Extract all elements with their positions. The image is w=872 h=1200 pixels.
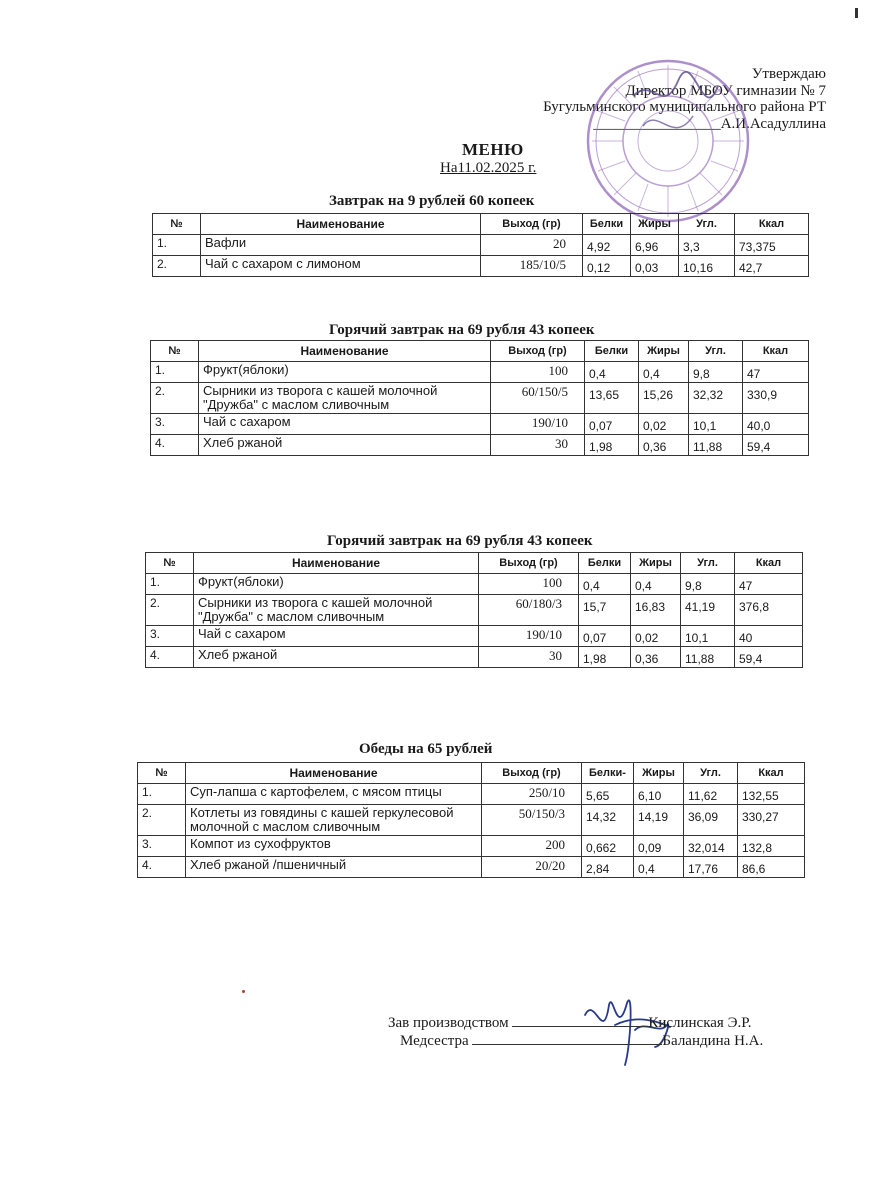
dish-name: Фрукт(яблоки) bbox=[199, 362, 491, 383]
col-output-header: Выход (гр) bbox=[491, 341, 585, 362]
col-carbs-header: Угл. bbox=[689, 341, 743, 362]
dish-output: 20 bbox=[481, 235, 583, 256]
dish-protein: 1,98 bbox=[585, 435, 639, 456]
dish-protein: 0,662 bbox=[582, 836, 634, 857]
signature-row bbox=[388, 1014, 808, 1032]
dish-output: 185/10/5 bbox=[481, 256, 583, 277]
col-output-header: Выход (гр) bbox=[482, 763, 582, 784]
col-kcal-header: Ккал bbox=[735, 214, 809, 235]
row-num: 4. bbox=[146, 647, 194, 668]
col-name-header: Наименование bbox=[201, 214, 481, 235]
signature-line bbox=[472, 1032, 662, 1045]
dish-output: 100 bbox=[479, 574, 579, 595]
dish-name: Котлеты из говядины с кашей геркулесовой молочной с маслом сливочным bbox=[186, 805, 482, 836]
official-stamp-icon bbox=[583, 56, 753, 226]
dish-output: 60/150/5 bbox=[491, 383, 585, 414]
menu-date: На11.02.2025 г. bbox=[440, 160, 537, 176]
dish-carbs: 3,3 bbox=[679, 235, 735, 256]
col-fat-header: Жиры bbox=[631, 553, 681, 574]
col-fat-header: Жиры bbox=[639, 341, 689, 362]
table-row bbox=[138, 857, 805, 878]
dish-kcal: 330,27 bbox=[738, 805, 805, 836]
row-num: 3. bbox=[146, 626, 194, 647]
col-kcal-header: Ккал bbox=[735, 553, 803, 574]
dish-output: 100 bbox=[491, 362, 585, 383]
dish-output: 190/10 bbox=[479, 626, 579, 647]
table-row bbox=[146, 647, 803, 668]
approval-line-2: Директор МБОУ гимназии № 7 bbox=[625, 82, 826, 99]
dish-kcal: 330,9 bbox=[743, 383, 809, 414]
table-header-row bbox=[151, 341, 809, 362]
table-row bbox=[151, 362, 809, 383]
table-header-row bbox=[146, 553, 803, 574]
ink-dot bbox=[242, 990, 245, 993]
dish-kcal: 40,0 bbox=[743, 414, 809, 435]
dish-kcal: 40 bbox=[735, 626, 803, 647]
dish-name: Сырники из творога с кашей молочной "Дружба" с маслом сливочным bbox=[194, 595, 479, 626]
table-row bbox=[151, 414, 809, 435]
dish-kcal: 59,4 bbox=[743, 435, 809, 456]
table-row bbox=[138, 805, 805, 836]
dish-name: Фрукт(яблоки) bbox=[194, 574, 479, 595]
dish-carbs: 36,09 bbox=[684, 805, 738, 836]
table-row bbox=[146, 574, 803, 595]
section-title: Горячий завтрак на 69 рубля 43 копеек bbox=[329, 322, 595, 338]
dish-fat: 15,26 bbox=[639, 383, 689, 414]
table-row bbox=[153, 235, 809, 256]
dish-kcal: 132,55 bbox=[738, 784, 805, 805]
dish-fat: 0,02 bbox=[639, 414, 689, 435]
dish-protein: 0,07 bbox=[585, 414, 639, 435]
row-num: 4. bbox=[138, 857, 186, 878]
signature-line bbox=[512, 1014, 648, 1027]
col-protein-header: Белки- bbox=[582, 763, 634, 784]
dish-protein: 15,7 bbox=[579, 595, 631, 626]
section-title: Горячий завтрак на 69 рубля 43 копеек bbox=[327, 533, 593, 549]
dish-kcal: 47 bbox=[735, 574, 803, 595]
dish-carbs: 41,19 bbox=[681, 595, 735, 626]
menu-table bbox=[152, 213, 809, 277]
dish-name: Компот из сухофруктов bbox=[186, 836, 482, 857]
dish-protein: 13,65 bbox=[585, 383, 639, 414]
col-protein-header: Белки bbox=[585, 341, 639, 362]
approval-line-1: Утверждаю bbox=[751, 66, 826, 82]
dish-fat: 0,02 bbox=[631, 626, 681, 647]
dish-protein: 1,98 bbox=[579, 647, 631, 668]
dish-fat: 14,19 bbox=[634, 805, 684, 836]
dish-carbs: 9,8 bbox=[689, 362, 743, 383]
dish-carbs: 10,1 bbox=[681, 626, 735, 647]
dish-fat: 6,10 bbox=[634, 784, 684, 805]
table-row bbox=[146, 626, 803, 647]
menu-header bbox=[400, 140, 600, 177]
dish-carbs: 10,1 bbox=[689, 414, 743, 435]
page-title: МЕНЮ bbox=[462, 140, 524, 159]
dish-kcal: 73,375 bbox=[735, 235, 809, 256]
col-name-header: Наименование bbox=[186, 763, 482, 784]
dish-carbs: 32,32 bbox=[689, 383, 743, 414]
dish-protein: 14,32 bbox=[582, 805, 634, 836]
table-row bbox=[153, 256, 809, 277]
dish-kcal: 47 bbox=[743, 362, 809, 383]
dish-carbs: 9,8 bbox=[681, 574, 735, 595]
dish-carbs: 11,88 bbox=[689, 435, 743, 456]
dish-output: 30 bbox=[479, 647, 579, 668]
dish-fat: 6,96 bbox=[631, 235, 679, 256]
row-num: 4. bbox=[151, 435, 199, 456]
scan-mark bbox=[855, 8, 858, 18]
dish-output: 200 bbox=[482, 836, 582, 857]
approval-line-4: _________________А.И.Асадуллина bbox=[593, 115, 826, 132]
dish-name: Сырники из творога с кашей молочной "Дружба" с маслом сливочным bbox=[199, 383, 491, 414]
dish-carbs: 17,76 bbox=[684, 857, 738, 878]
signature-role: Зав производством bbox=[388, 1015, 509, 1031]
row-num: 2. bbox=[146, 595, 194, 626]
row-num: 2. bbox=[153, 256, 201, 277]
dish-protein: 2,84 bbox=[582, 857, 634, 878]
col-output-header: Выход (гр) bbox=[479, 553, 579, 574]
dish-name: Вафли bbox=[201, 235, 481, 256]
dish-fat: 0,36 bbox=[631, 647, 681, 668]
col-num-header: № bbox=[146, 553, 194, 574]
col-name-header: Наименование bbox=[199, 341, 491, 362]
dish-output: 60/180/3 bbox=[479, 595, 579, 626]
dish-kcal: 132,8 bbox=[738, 836, 805, 857]
table-row bbox=[151, 435, 809, 456]
menu-table bbox=[150, 340, 809, 456]
dish-output: 20/20 bbox=[482, 857, 582, 878]
dish-carbs: 11,62 bbox=[684, 784, 738, 805]
row-num: 2. bbox=[138, 805, 186, 836]
table-row bbox=[151, 383, 809, 414]
table-row bbox=[146, 595, 803, 626]
dish-output: 30 bbox=[491, 435, 585, 456]
dish-fat: 0,03 bbox=[631, 256, 679, 277]
signature-person: Баландина Н.А. bbox=[662, 1033, 764, 1049]
dish-protein: 0,12 bbox=[583, 256, 631, 277]
dish-name: Чай с сахаром bbox=[194, 626, 479, 647]
col-kcal-header: Ккал bbox=[738, 763, 805, 784]
dish-name: Чай с сахаром bbox=[199, 414, 491, 435]
dish-name: Суп-лапша с картофелем, с мясом птицы bbox=[186, 784, 482, 805]
signature-row bbox=[400, 1032, 808, 1050]
col-name-header: Наименование bbox=[194, 553, 479, 574]
dish-name: Хлеб ржаной bbox=[194, 647, 479, 668]
dish-carbs: 11,88 bbox=[681, 647, 735, 668]
col-protein-header: Белки bbox=[583, 214, 631, 235]
col-kcal-header: Ккал bbox=[743, 341, 809, 362]
row-num: 3. bbox=[138, 836, 186, 857]
table-row bbox=[138, 784, 805, 805]
col-output-header: Выход (гр) bbox=[481, 214, 583, 235]
dish-name: Чай с сахаром с лимоном bbox=[201, 256, 481, 277]
row-num: 1. bbox=[153, 235, 201, 256]
row-num: 1. bbox=[138, 784, 186, 805]
dish-kcal: 42,7 bbox=[735, 256, 809, 277]
signature-person: Кислинская Э.Р. bbox=[648, 1015, 752, 1031]
dish-protein: 4,92 bbox=[583, 235, 631, 256]
col-num-header: № bbox=[153, 214, 201, 235]
dish-protein: 5,65 bbox=[582, 784, 634, 805]
col-protein-header: Белки bbox=[579, 553, 631, 574]
row-num: 2. bbox=[151, 383, 199, 414]
table-row bbox=[138, 836, 805, 857]
col-carbs-header: Угл. bbox=[679, 214, 735, 235]
dish-protein: 0,4 bbox=[579, 574, 631, 595]
dish-fat: 16,83 bbox=[631, 595, 681, 626]
approval-line-3: Бугульминского муниципального района РТ bbox=[543, 99, 826, 115]
dish-protein: 0,4 bbox=[585, 362, 639, 383]
dish-name: Хлеб ржаной bbox=[199, 435, 491, 456]
dish-fat: 0,09 bbox=[634, 836, 684, 857]
row-num: 1. bbox=[146, 574, 194, 595]
menu-table bbox=[137, 762, 805, 878]
table-header-row bbox=[153, 214, 809, 235]
col-num-header: № bbox=[151, 341, 199, 362]
dish-protein: 0,07 bbox=[579, 626, 631, 647]
dish-fat: 0,36 bbox=[639, 435, 689, 456]
dish-output: 250/10 bbox=[482, 784, 582, 805]
signatures-block bbox=[388, 1014, 808, 1050]
dish-output: 50/150/3 bbox=[482, 805, 582, 836]
dish-fat: 0,4 bbox=[631, 574, 681, 595]
dish-kcal: 376,8 bbox=[735, 595, 803, 626]
col-fat-header: Жиры bbox=[634, 763, 684, 784]
col-carbs-header: Угл. bbox=[684, 763, 738, 784]
row-num: 1. bbox=[151, 362, 199, 383]
dish-kcal: 59,4 bbox=[735, 647, 803, 668]
table-header-row bbox=[138, 763, 805, 784]
col-num-header: № bbox=[138, 763, 186, 784]
row-num: 3. bbox=[151, 414, 199, 435]
dish-carbs: 32,014 bbox=[684, 836, 738, 857]
signature-role: Медсестра bbox=[400, 1033, 469, 1049]
dish-name: Хлеб ржаной /пшеничный bbox=[186, 857, 482, 878]
section-title: Обеды на 65 рублей bbox=[359, 741, 493, 757]
section-title: Завтрак на 9 рублей 60 копеек bbox=[329, 193, 535, 209]
dish-output: 190/10 bbox=[491, 414, 585, 435]
dish-fat: 0,4 bbox=[634, 857, 684, 878]
col-fat-header: Жиры bbox=[631, 214, 679, 235]
dish-fat: 0,4 bbox=[639, 362, 689, 383]
menu-table bbox=[145, 552, 803, 668]
dish-kcal: 86,6 bbox=[738, 857, 805, 878]
dish-carbs: 10,16 bbox=[679, 256, 735, 277]
col-carbs-header: Угл. bbox=[681, 553, 735, 574]
